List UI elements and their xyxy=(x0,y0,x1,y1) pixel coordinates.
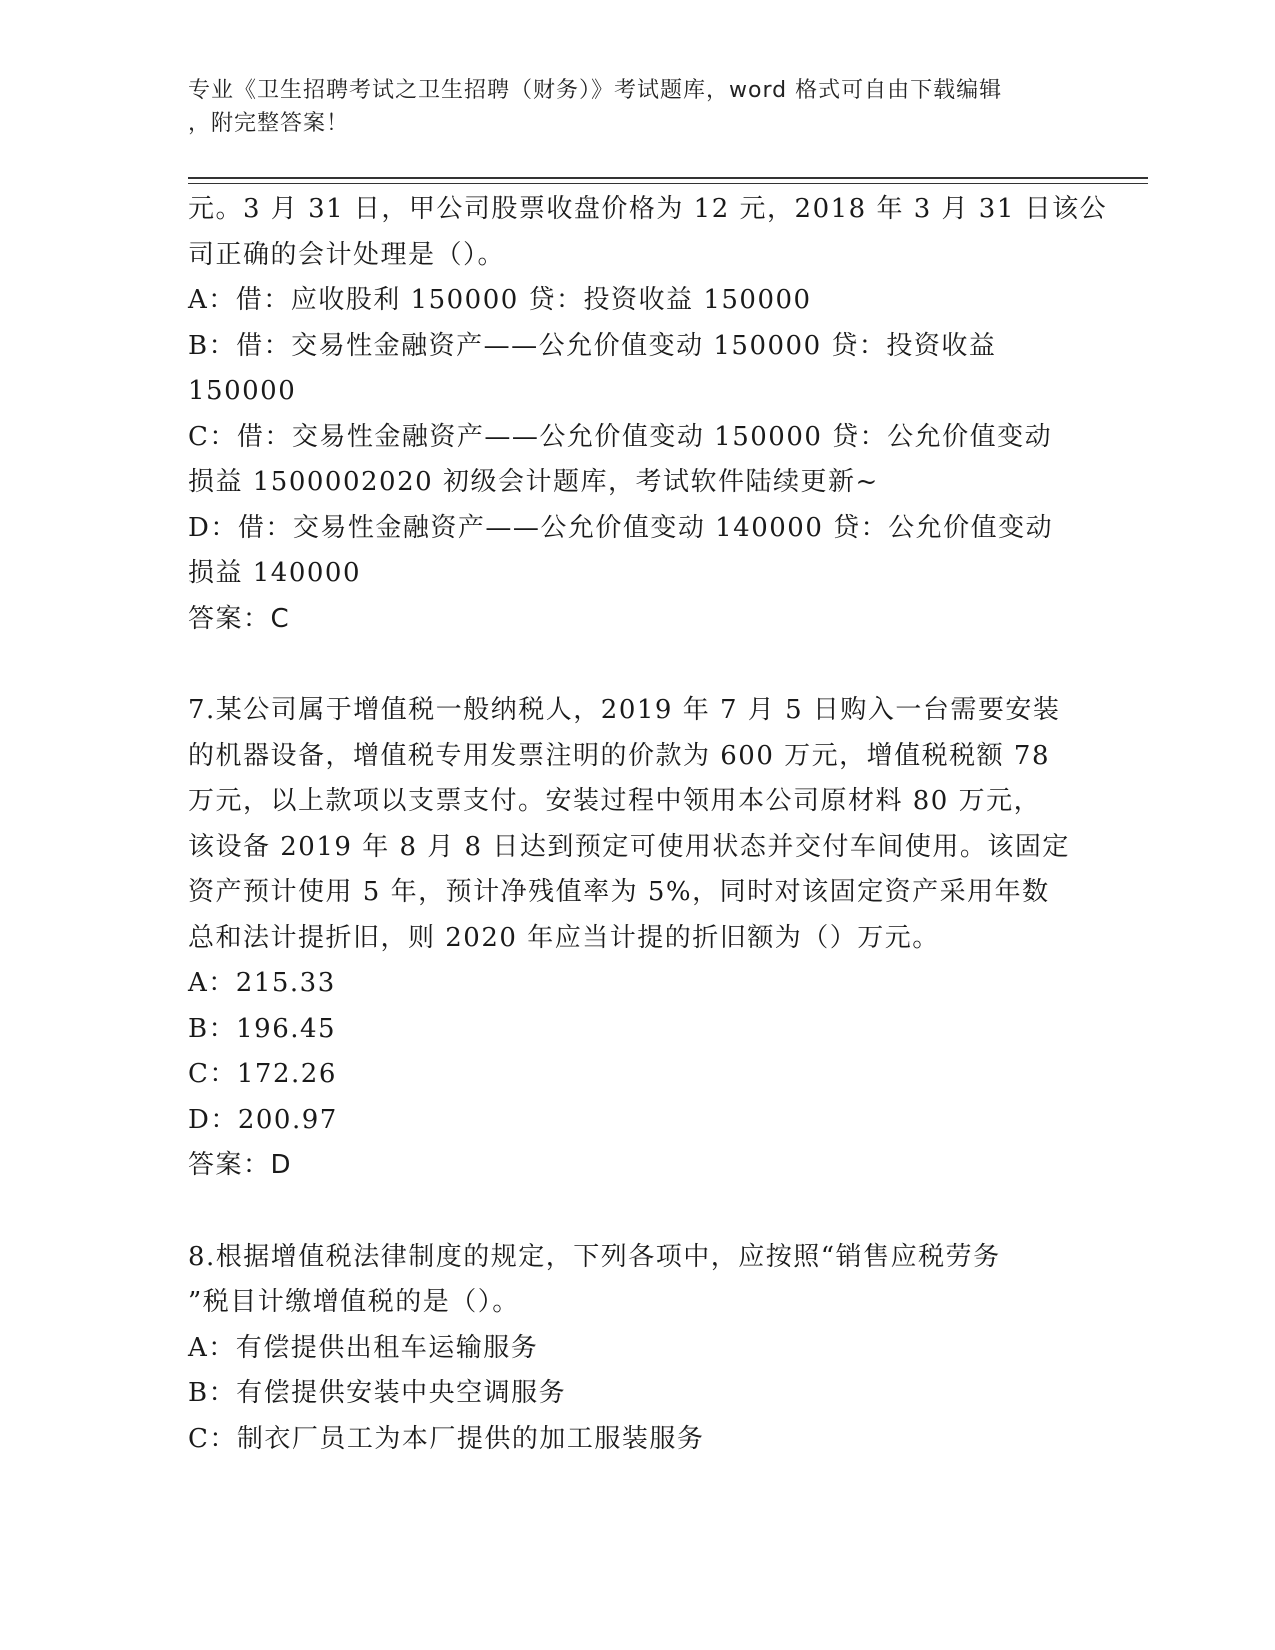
header-line-1: 专业《卫生招聘考试之卫生招聘（财务）》考试题库，word 格式可自由下载编辑 xyxy=(188,78,1003,103)
question-stem-line: 8.根据增值税法律制度的规定，下列各项中，应按照“销售应税劳务 xyxy=(188,1241,1001,1272)
document-body xyxy=(188,187,1108,1462)
option-b-continued: 150000 xyxy=(188,376,297,406)
option-a: A：215.33 xyxy=(188,968,336,998)
question-stem-line: 该设备 2019 年 8 月 8 日达到预定可使用状态并交付车间使用。该固定 xyxy=(188,831,1070,862)
question-8 xyxy=(188,1235,1088,1463)
option-d-continued: 损益 140000 xyxy=(188,558,362,588)
question-7 xyxy=(188,688,1088,1189)
header-divider-thin xyxy=(188,183,1148,184)
question-stem-line: 7.某公司属于增值税一般纳税人，2019 年 7 月 5 日购入一台需要安装 xyxy=(188,695,1061,725)
answer-label: 答案：C xyxy=(188,603,291,634)
question-stem-line: 总和法计提折旧，则 2020 年应当计提的折旧额为（）万元。 xyxy=(188,922,940,953)
question-stem-line: 元。3 月 31 日，甲公司股票收盘价格为 12 元，2018 年 3 月 31 日该公 xyxy=(188,194,1108,224)
question-stem-line: 万元，以上款项以支票支付。安装过程中领用本公司原材料 80 万元， xyxy=(188,786,1042,816)
header-divider-thick xyxy=(188,177,1148,179)
option-a: A：借：应收股利 150000 贷：投资收益 150000 xyxy=(188,285,812,315)
header-line-2: ，附完整答案！ xyxy=(188,111,350,136)
page-header xyxy=(188,74,1088,140)
question-stem-line: ”税目计缴增值税的是（）。 xyxy=(188,1287,520,1317)
option-c: C：制衣厂员工为本厂提供的加工服装服务 xyxy=(188,1423,705,1454)
answer-label: 答案：D xyxy=(188,1150,293,1180)
question-spacer xyxy=(188,642,1088,688)
question-6 xyxy=(188,187,1108,642)
question-stem-line: 的机器设备，增值税专用发票注明的价款为 600 万元，增值税税额 78 xyxy=(188,740,1051,771)
option-c: C：借：交易性金融资产——公允价值变动 150000 贷：公允价值变动 xyxy=(188,421,1053,452)
option-d: D：借：交易性金融资产——公允价值变动 140000 贷：公允价值变动 xyxy=(188,512,1054,543)
question-stem-line: 资产预计使用 5 年，预计净残值率为 5%，同时对该固定资产采用年数 xyxy=(188,877,1050,907)
option-a: A：有偿提供出租车运输服务 xyxy=(188,1332,539,1363)
option-c: C：172.26 xyxy=(188,1059,337,1089)
question-stem-line: 司正确的会计处理是（）。 xyxy=(188,239,506,270)
option-b: B：196.45 xyxy=(188,1013,337,1044)
option-b: B：有偿提供安装中央空调服务 xyxy=(188,1378,567,1408)
option-c-continued: 损益 1500002020 初级会计题库，考试软件陆续更新~ xyxy=(188,467,879,497)
option-b: B：借：交易性金融资产——公允价值变动 150000 贷：投资收益 xyxy=(188,330,997,361)
option-d: D：200.97 xyxy=(188,1104,338,1135)
question-spacer xyxy=(188,1189,1088,1235)
